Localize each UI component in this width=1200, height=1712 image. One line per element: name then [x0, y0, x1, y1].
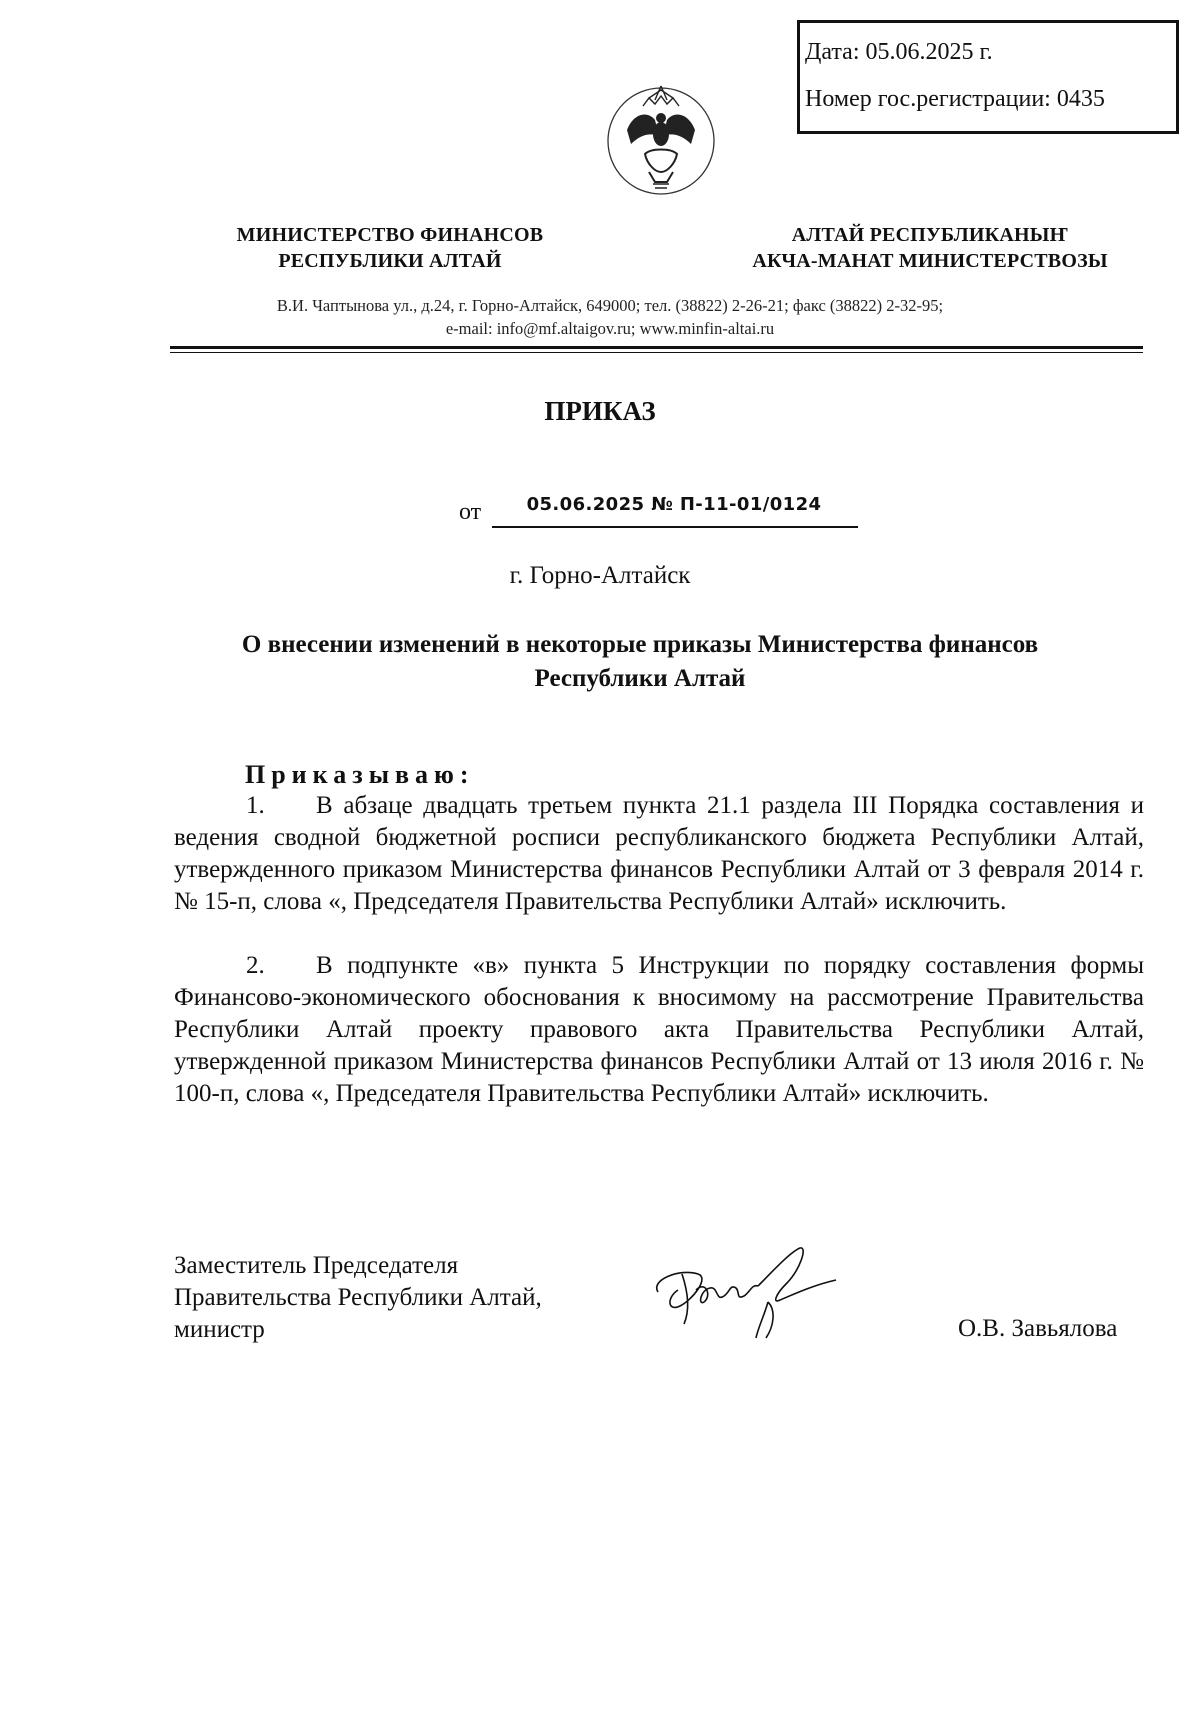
signatory-name: О.В. Завьялова: [958, 1315, 1118, 1342]
registration-number-label: Номер гос.регистрации:: [805, 86, 1051, 112]
header-rule-thin: [170, 352, 1143, 353]
address-line1: В.И. Чаптынова ул., д.24, г. Горно-Алтайск, 649000; тел. (38822) 2-26-21; факс (38822) 2-32-95;: [276, 296, 944, 315]
org-alt-line1: АЛТАЙ РЕСПУБЛИКАНЫҤ: [791, 224, 1069, 246]
date-number: 05.06.2025 № П-11-01/0124: [526, 494, 822, 515]
org-alt-line2: АКЧА-МАНАТ МИНИСТЕРСТВОЗЫ: [752, 250, 1108, 272]
org-ru-line1: МИНИСТЕРСТВО ФИНАНСОВ: [236, 224, 544, 246]
order-item: [174, 950, 1144, 1110]
registration-box: [797, 20, 1179, 134]
order-item-text: В подпункте «в» пункта 5 Инструкции по порядку составления формы Финансово-экономического обоснования к вносимому на рассмотрение Правительства Республики Алтай проекту правового акта Правительства Республики Алтай, утвержденной приказом Министерства финансов Республики Алтай от 13 июля 2016 г. № 100-п, слова «, Председателя Правительства Республики Алтай» исключить.: [174, 952, 1144, 1107]
order-item-number: 2.: [246, 952, 265, 979]
header-rule-thick: [170, 346, 1143, 349]
registration-number-line: [805, 86, 1105, 113]
position-line3: министр: [174, 1316, 265, 1343]
registration-date-label: Дата:: [805, 39, 860, 65]
org-name-altai: [730, 222, 1130, 274]
document-subject: [160, 628, 1120, 696]
address-block: [150, 294, 1070, 340]
registration-date-value: 05.06.2025 г.: [865, 39, 993, 65]
registration-date-line: [805, 39, 993, 66]
org-name-russian: [200, 222, 580, 274]
date-prefix: от: [459, 499, 482, 525]
city: г. Горно-Алтайск: [509, 562, 691, 589]
handwritten-signature: [640, 1240, 870, 1360]
order-word: Приказываю:: [245, 760, 475, 789]
order-item-number: 1.: [246, 792, 265, 819]
subject-line2: Республики Алтай: [534, 665, 746, 692]
signatory-position: [174, 1250, 542, 1346]
org-ru-line2: РЕСПУБЛИКИ АЛТАЙ: [278, 250, 502, 272]
subject-line1: О внесении изменений в некоторые приказы Министерства финансов: [241, 631, 1039, 658]
position-line1: Заместитель Председателя: [174, 1252, 459, 1279]
registration-number-value: 0435: [1056, 86, 1105, 112]
order-item: [174, 790, 1144, 918]
republic-emblem-icon: [605, 80, 717, 198]
date-underline: [492, 526, 858, 528]
order-item-text: В абзаце двадцать третьем пункта 21.1 раздела III Порядка составления и ведения сводной бюджетной росписи республиканского бюджета Республики Алтай, утвержденного приказом Министерства финансов Республики Алтай от 3 февраля 2014 г. № 15-п, слова «, Председателя Правительства Республики Алтай» исключить.: [174, 792, 1144, 915]
document-title: ПРИКАЗ: [544, 396, 656, 426]
address-line2: e-mail: info@mf.altaigov.ru; www.minfin-altai.ru: [445, 319, 775, 338]
position-line2: Правительства Республики Алтай,: [174, 1284, 542, 1311]
